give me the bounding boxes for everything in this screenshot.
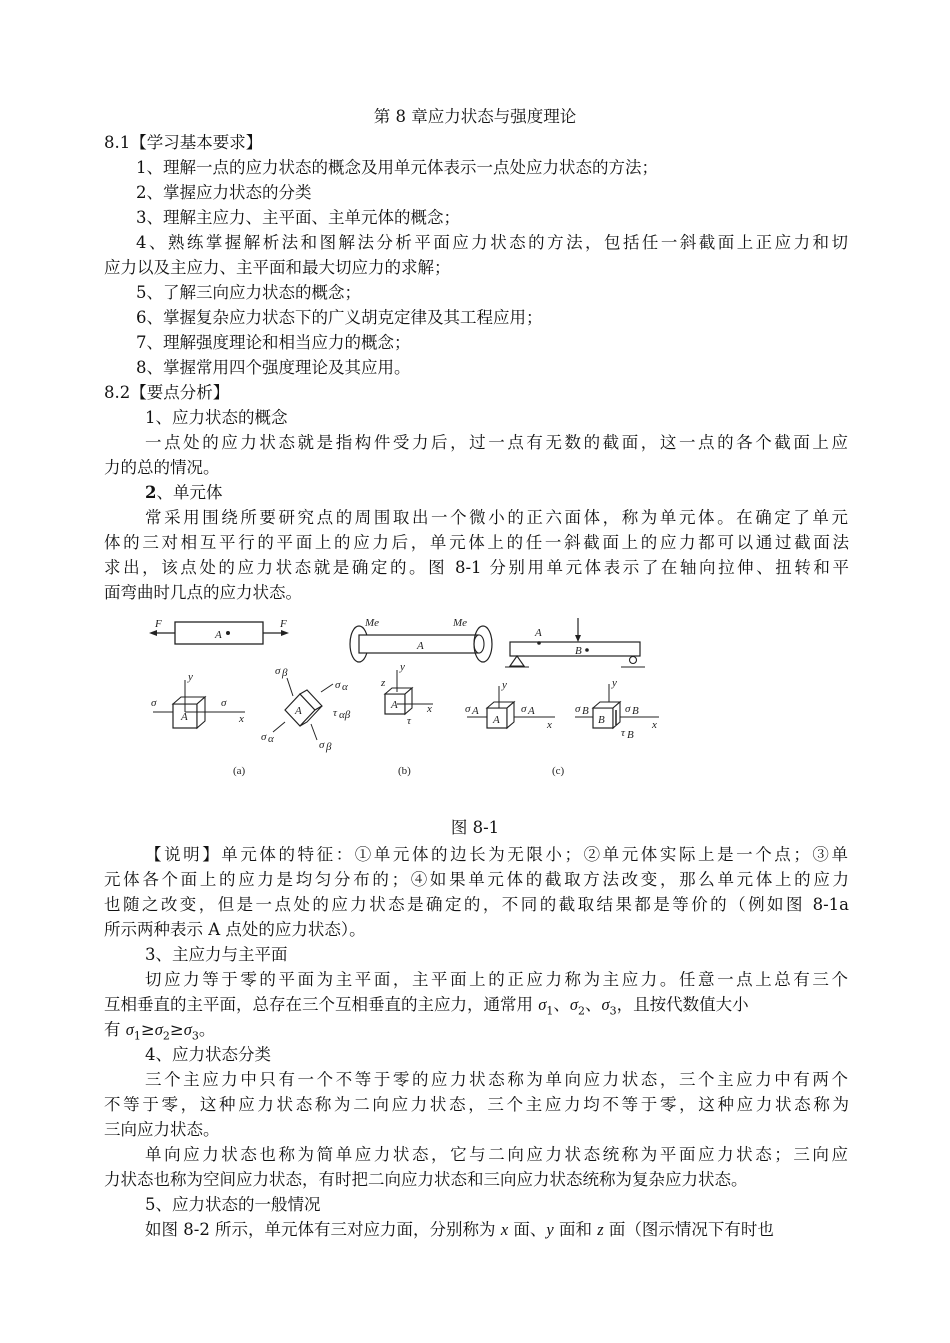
text-run: 面（图示情况下有时也 xyxy=(608,1220,774,1239)
requirement-item: 7、理解强度理论和相当应力的概念； xyxy=(136,333,411,352)
requirement-item-continued: 应力以及主应力、主平面和最大切应力的求解； xyxy=(104,258,451,277)
panel-label: (b) xyxy=(398,765,411,777)
point-label: A xyxy=(417,640,424,652)
point-label: A xyxy=(295,705,302,717)
panel-b-shaft xyxy=(350,617,492,662)
point-label: A xyxy=(215,629,222,641)
requirement-item: 1、理解一点的应力状态的概念及用单元体表示一点处应力状态的方法； xyxy=(136,158,658,177)
subscript-label: B xyxy=(582,705,589,717)
force-label: F xyxy=(155,618,162,630)
point-label: A xyxy=(535,627,542,639)
moment-label: Me xyxy=(365,617,380,629)
paragraph-line-with-symbols xyxy=(145,1217,848,1242)
subscript-label: A xyxy=(472,705,479,717)
panel-c-beam xyxy=(505,618,645,667)
axis-label: y xyxy=(502,679,507,691)
subsection-title: 1、应力状态的概念 xyxy=(145,408,288,427)
figure-8-1 xyxy=(135,612,675,800)
text-run: 如图 8-2 所示，单元体有三对应力面，分别称为 xyxy=(145,1220,496,1239)
stress-label: σ xyxy=(261,731,267,743)
subsection-title: 3、主应力与主平面 xyxy=(145,945,288,964)
requirement-item: 8、掌握常用四个强度理论及其应用。 xyxy=(136,358,411,377)
axis-label: x xyxy=(427,703,432,715)
text-run: 互相垂直的主平面，总存在三个互相垂直的主应力，通常用 xyxy=(104,995,533,1014)
panel-a-bar xyxy=(149,618,289,644)
subsection-title xyxy=(145,480,890,505)
sigma-symbol: σ xyxy=(538,995,547,1014)
stress-label: σ xyxy=(465,703,471,715)
force-label: F xyxy=(280,618,287,630)
paragraph-line: 体的三对相互平行的平面上的应力后，单元体上的任一斜截面上的应力都可以通过截面法 xyxy=(104,533,849,552)
sigma-symbol: σ xyxy=(125,1020,134,1039)
subsection-title: 5、应力状态的一般情况 xyxy=(145,1195,321,1214)
subscript-label: B xyxy=(627,729,634,741)
subsection-number: 2 xyxy=(145,483,157,502)
stress-label: σ xyxy=(319,739,325,751)
paragraph-line: 一点处的应力状态就是指构件受力后，过一点有无数的截面，这一点的各个截面上应 xyxy=(145,433,848,452)
axis-label: x xyxy=(652,719,657,731)
stress-label: τ xyxy=(407,715,411,727)
sigma-symbol: σ xyxy=(569,995,579,1014)
panel-c-element-A xyxy=(465,679,555,731)
paragraph-line: 面弯曲时几点的应力状态。 xyxy=(104,583,302,602)
paragraph-line: 不等于零，这种应力状态称为二向应力状态，三个主应力均不等于零，这种应力状态称为 xyxy=(104,1095,849,1114)
stress-label: σ xyxy=(521,703,527,715)
paragraph-line: 单向应力状态也称为简单应力状态，它与二向应力状态统称为平面应力状态；三向应 xyxy=(145,1145,848,1164)
stress-label: σ xyxy=(275,665,281,677)
text-run: 。 xyxy=(198,1020,216,1039)
point-label: A xyxy=(391,699,398,711)
note-line: 所示两种表示 A 点处的应力状态）。 xyxy=(104,920,366,939)
paragraph-line: 切应力等于零的平面为主平面，主平面上的正应力称为主应力。任意一点上总有三个 xyxy=(145,970,848,989)
separator: 、 xyxy=(553,995,570,1014)
subscript-label: β xyxy=(326,741,332,753)
chapter-title: 第 8 章应力状态与强度理论 xyxy=(373,107,577,126)
point-label: B xyxy=(598,714,605,726)
separator: 、 xyxy=(585,995,602,1014)
panel-c-element-B xyxy=(575,677,659,741)
panel-a-element xyxy=(151,671,245,728)
axis-label: x xyxy=(239,713,244,725)
subscript-label: B xyxy=(632,705,639,717)
section-heading-requirements: 8.1【学习基本要求】 xyxy=(104,133,263,152)
axis-label: y xyxy=(612,677,617,689)
axis-label: x xyxy=(547,719,552,731)
note-line: 也随之改变，但是一点处的应力状态是确定的，不同的截取结果都是等价的（例如图 8-1a xyxy=(104,895,849,914)
stress-label: τ xyxy=(621,727,625,739)
requirement-item: 5、了解三向应力状态的概念； xyxy=(136,283,361,302)
paragraph-line: 三个主应力中只有一个不等于零的应力状态称为单向应力状态，三个主应力中有两个 xyxy=(145,1070,848,1089)
y-symbol: y xyxy=(546,1220,554,1239)
subsection-title-text: 、单元体 xyxy=(156,483,223,502)
sigma-symbol: σ xyxy=(154,1020,163,1039)
subscript: 2 xyxy=(578,1004,586,1018)
requirement-item: 6、掌握复杂应力状态下的广义胡克定律及其工程应用； xyxy=(136,308,543,327)
figure-caption: 图 8-1 xyxy=(450,818,500,837)
subscript: 1 xyxy=(133,1029,141,1043)
x-symbol: x xyxy=(500,1220,509,1239)
paragraph-line: 力的总的情况。 xyxy=(104,458,220,477)
stress-label: σ xyxy=(575,703,581,715)
point-label: A xyxy=(181,711,188,723)
stress-label: σ xyxy=(221,697,227,709)
subscript-label: A xyxy=(528,705,535,717)
stress-label: σ xyxy=(335,679,341,691)
paragraph-line: 三向应力状态。 xyxy=(104,1120,220,1139)
requirement-item: 2、掌握应力状态的分类 xyxy=(136,183,312,202)
paragraph-line: 求出，该点处的应力状态就是确定的。图 8-1 分别用单元体表示了在轴向拉伸、扭转和平 xyxy=(104,558,849,577)
sigma-symbol: σ xyxy=(601,995,610,1014)
sigma-symbol: σ xyxy=(183,1020,192,1039)
subscript-label: α xyxy=(342,681,348,693)
note-line: 【说明】单元体的特征：①单元体的边长为无限小；②单元体实际上是一个点；③单 xyxy=(145,845,848,864)
point-label: B xyxy=(575,645,582,657)
stress-label: σ xyxy=(151,697,157,709)
section-heading-analysis: 8.2【要点分析】 xyxy=(104,383,230,402)
panel-label: (c) xyxy=(552,765,565,777)
point-label: A xyxy=(493,714,500,726)
requirement-item: 3、理解主应力、主平面、主单元体的概念； xyxy=(136,208,460,227)
subscript-label: β xyxy=(282,667,288,679)
z-symbol: z xyxy=(597,1220,604,1239)
axis-label: y xyxy=(188,671,193,683)
axis-label: z xyxy=(381,677,386,689)
paragraph-line: 常采用围绕所要研究点的周围取出一个微小的正六面体，称为单元体。在确定了单元 xyxy=(145,508,848,527)
requirement-item: 4、熟练掌握解析法和图解法分析平面应力状态的方法，包括任一斜截面上正应力和切 xyxy=(136,233,848,252)
subscript: 1 xyxy=(546,1004,554,1018)
axis-label: y xyxy=(400,661,405,673)
subscript: 2 xyxy=(162,1029,170,1043)
stress-label: τ xyxy=(333,707,337,719)
text-run: 有 xyxy=(104,1020,121,1039)
subsection-title: 4、应力状态分类 xyxy=(145,1045,271,1064)
paragraph-line: 力状态也称为空间应力状态，有时把二向应力状态和三向应力状态统称为复杂应力状态。 xyxy=(104,1170,748,1189)
text-run: 面和 xyxy=(558,1220,592,1239)
ge-symbol: ≥ xyxy=(140,1020,155,1039)
ge-symbol: ≥ xyxy=(169,1020,184,1039)
subscript: 3 xyxy=(609,1004,617,1018)
moment-label: Me xyxy=(453,617,468,629)
panel-b-element xyxy=(380,661,433,727)
subscript: 3 xyxy=(191,1029,199,1043)
subscript-label: αβ xyxy=(339,709,351,721)
panel-label: (a) xyxy=(233,765,246,777)
subscript-label: α xyxy=(268,733,274,745)
panel-a-rotated-element xyxy=(261,665,351,753)
text-run: 面、 xyxy=(513,1220,547,1239)
stress-label: σ xyxy=(625,703,631,715)
note-line: 元体各个面上的应力是均匀分布的；④如果单元体的截取方法改变，那么单元体上的应力 xyxy=(104,870,849,889)
text-run: ，且按代数值大小 xyxy=(616,995,749,1014)
